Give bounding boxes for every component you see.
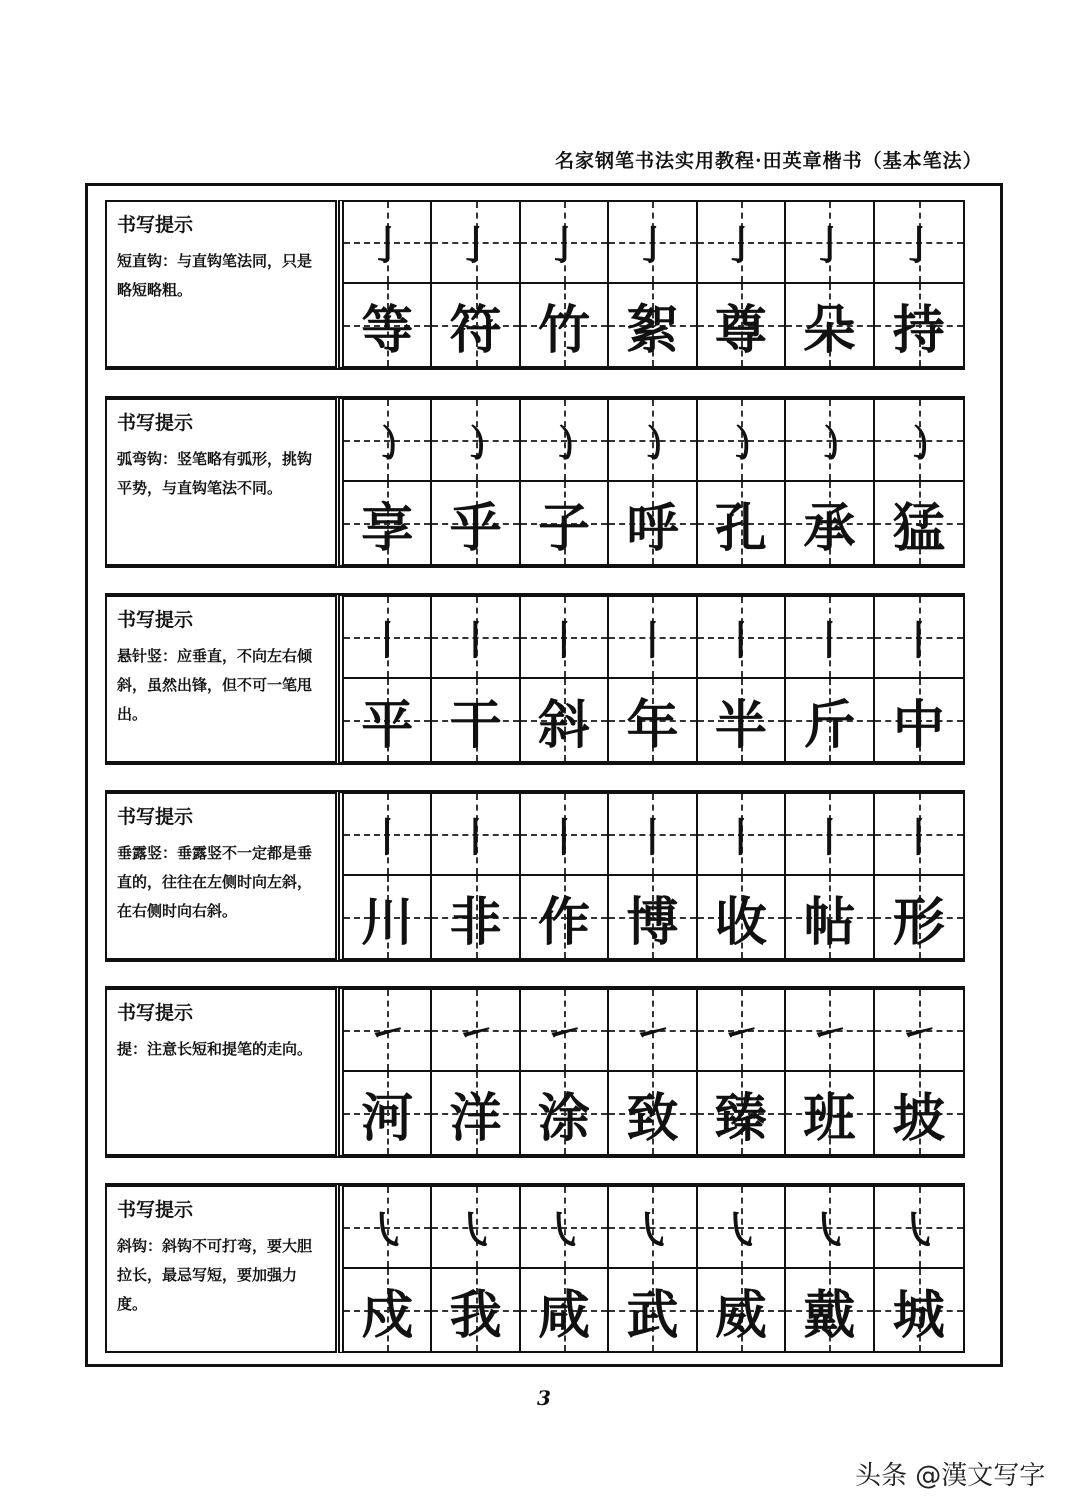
- stroke-cell: [698, 202, 786, 284]
- stroke-cell: [609, 400, 697, 482]
- stroke-glyph: 亅: [809, 221, 850, 269]
- stroke-cell: [344, 597, 432, 679]
- example-character: 武: [626, 1284, 679, 1346]
- example-character: 我: [449, 1284, 502, 1346]
- tip-text: 短直钩：与直钩笔法同，只是略短略粗。: [117, 252, 313, 299]
- practice-grid: [338, 988, 965, 1156]
- writing-tip-box: [105, 1185, 337, 1353]
- character-cell: [344, 482, 432, 564]
- section-divider: [105, 566, 965, 595]
- writing-tip-box: [105, 398, 337, 566]
- example-character: 帖: [803, 891, 856, 953]
- character-cell: [432, 284, 520, 366]
- character-cell: [521, 876, 609, 958]
- example-character: 子: [538, 497, 591, 559]
- stroke-glyph: ㇂: [632, 1206, 673, 1254]
- stroke-glyph: ㇀: [720, 1009, 761, 1057]
- example-character: 城: [892, 1284, 945, 1346]
- example-character: 猛: [892, 497, 945, 559]
- stroke-glyph: ㇁: [632, 419, 673, 467]
- stroke-glyph: 丨: [455, 616, 496, 664]
- stroke-glyph: ㇀: [632, 1009, 673, 1057]
- character-cell: [609, 482, 697, 564]
- stroke-glyph: ㇁: [809, 419, 850, 467]
- writing-tip-box: [105, 792, 337, 960]
- stroke-cell: [609, 794, 697, 876]
- example-character: 非: [449, 891, 502, 953]
- example-character: 咸: [538, 1284, 591, 1346]
- example-character: 坡: [892, 1087, 945, 1149]
- example-character: 博: [626, 891, 679, 953]
- example-character: 絮: [626, 299, 679, 361]
- character-cell: [875, 1269, 963, 1351]
- character-cell: [344, 876, 432, 958]
- practice-section: [105, 1185, 965, 1353]
- example-character: 年: [626, 694, 679, 756]
- example-character: 享: [361, 497, 414, 559]
- character-cell: [344, 679, 432, 761]
- character-cell: [521, 1072, 609, 1154]
- stroke-glyph: 亅: [367, 221, 408, 269]
- stroke-cell: [432, 1187, 520, 1269]
- practice-grid: [338, 200, 965, 368]
- stroke-glyph: ㇀: [455, 1009, 496, 1057]
- character-cell: [875, 482, 963, 564]
- example-character: 持: [892, 299, 945, 361]
- stroke-cell: [698, 400, 786, 482]
- stroke-glyph: 亅: [720, 221, 761, 269]
- example-character: 符: [449, 299, 502, 361]
- stroke-cell: [521, 794, 609, 876]
- stroke-cell: [875, 990, 963, 1072]
- stroke-cell: [521, 400, 609, 482]
- tip-title: 书写提示: [117, 806, 194, 828]
- character-cell: [521, 679, 609, 761]
- stroke-cell: [609, 990, 697, 1072]
- example-character: 收: [714, 891, 767, 953]
- tip-text: 斜钩：斜钩不可打弯，要大胆拉长，最忌写短，要加强力度。: [117, 1237, 313, 1313]
- example-character: 班: [803, 1087, 856, 1149]
- example-character: 威: [714, 1284, 767, 1346]
- example-character: 干: [449, 694, 502, 756]
- example-character: 半: [714, 694, 767, 756]
- tip-title: 书写提示: [117, 609, 194, 631]
- stroke-cell: [698, 597, 786, 679]
- book-header: 名家钢笔书法实用教程·田英章楷书（基本笔法）: [555, 150, 983, 172]
- character-cell: [344, 1269, 432, 1351]
- example-character: 戴: [803, 1284, 856, 1346]
- character-cell: [875, 1072, 963, 1154]
- stroke-cell: [875, 400, 963, 482]
- stroke-glyph: 亅: [455, 221, 496, 269]
- stroke-glyph: 丨: [367, 813, 408, 861]
- example-character: 呼: [626, 497, 679, 559]
- example-character: 作: [538, 891, 591, 953]
- example-character: 等: [361, 299, 414, 361]
- stroke-glyph: ㇁: [455, 419, 496, 467]
- stroke-glyph: ㇁: [898, 419, 939, 467]
- stroke-glyph: 丨: [544, 813, 585, 861]
- watermark: 头条 @漢文写字: [855, 1461, 1046, 1491]
- example-character: 致: [626, 1087, 679, 1149]
- section-divider: [105, 960, 965, 988]
- character-cell: [521, 1269, 609, 1351]
- character-cell: [432, 679, 520, 761]
- stroke-glyph: ㇀: [809, 1009, 850, 1057]
- practice-grid: [338, 595, 965, 763]
- stroke-glyph: 丨: [809, 813, 850, 861]
- stroke-glyph: 丨: [544, 616, 585, 664]
- stroke-cell: [432, 400, 520, 482]
- character-cell: [521, 284, 609, 366]
- example-character: 斜: [538, 694, 591, 756]
- section-divider: [105, 763, 965, 792]
- character-cell: [609, 1269, 697, 1351]
- tip-text: 弧弯钩：竖笔略有弧形，挑钩平势，与直钩笔法不同。: [117, 450, 313, 497]
- stroke-glyph: ㇂: [367, 1206, 408, 1254]
- stroke-cell: [432, 597, 520, 679]
- character-cell: [698, 876, 786, 958]
- stroke-cell: [521, 202, 609, 284]
- character-cell: [698, 679, 786, 761]
- stroke-cell: [786, 1187, 874, 1269]
- stroke-cell: [344, 400, 432, 482]
- stroke-glyph: ㇂: [898, 1206, 939, 1254]
- stroke-cell: [875, 1187, 963, 1269]
- example-character: 臻: [714, 1087, 767, 1149]
- practice-section: [105, 792, 965, 960]
- stroke-cell: [432, 794, 520, 876]
- stroke-cell: [786, 400, 874, 482]
- tip-title: 书写提示: [117, 1199, 194, 1221]
- stroke-cell: [344, 990, 432, 1072]
- page-number: 3: [537, 1386, 551, 1410]
- stroke-cell: [786, 990, 874, 1072]
- example-character: 朵: [803, 299, 856, 361]
- stroke-cell: [344, 1187, 432, 1269]
- character-cell: [432, 1269, 520, 1351]
- stroke-glyph: ㇂: [544, 1206, 585, 1254]
- practice-section: [105, 595, 965, 763]
- tip-title: 书写提示: [117, 1002, 194, 1024]
- stroke-cell: [521, 1187, 609, 1269]
- character-cell: [432, 482, 520, 564]
- tip-text: 提：注意长短和提笔的走向。: [117, 1040, 313, 1058]
- character-cell: [432, 876, 520, 958]
- character-cell: [875, 679, 963, 761]
- section-divider: [105, 368, 965, 398]
- example-character: 尊: [714, 299, 767, 361]
- stroke-glyph: 丨: [367, 616, 408, 664]
- example-character: 川: [361, 891, 414, 953]
- stroke-glyph: 丨: [898, 813, 939, 861]
- stroke-cell: [521, 597, 609, 679]
- character-cell: [344, 1072, 432, 1154]
- stroke-cell: [432, 202, 520, 284]
- character-cell: [698, 1269, 786, 1351]
- section-divider: [105, 1156, 965, 1185]
- tip-text: 悬针竖：应垂直，不向左右倾斜，虽然出锋，但不可一笔甩出。: [117, 647, 313, 723]
- stroke-cell: [609, 202, 697, 284]
- stroke-glyph: ㇁: [367, 419, 408, 467]
- stroke-cell: [698, 990, 786, 1072]
- practice-grid: [338, 792, 965, 960]
- stroke-glyph: 丨: [455, 813, 496, 861]
- character-cell: [786, 876, 874, 958]
- character-cell: [875, 876, 963, 958]
- stroke-glyph: 亅: [632, 221, 673, 269]
- stroke-glyph: ㇂: [720, 1206, 761, 1254]
- example-character: 中: [892, 694, 945, 756]
- stroke-cell: [786, 202, 874, 284]
- character-cell: [786, 1072, 874, 1154]
- stroke-cell: [875, 597, 963, 679]
- writing-tip-box: [105, 988, 337, 1156]
- stroke-glyph: 丨: [898, 616, 939, 664]
- character-cell: [786, 679, 874, 761]
- writing-tip-box: [105, 595, 337, 763]
- stroke-glyph: 丨: [632, 813, 673, 861]
- stroke-glyph: ㇁: [544, 419, 585, 467]
- example-character: 乎: [449, 497, 502, 559]
- stroke-cell: [609, 597, 697, 679]
- example-character: 竹: [538, 299, 591, 361]
- example-character: 河: [361, 1087, 414, 1149]
- practice-section: [105, 398, 965, 566]
- example-character: 戍: [361, 1284, 414, 1346]
- stroke-cell: [344, 202, 432, 284]
- practice-grid: [338, 398, 965, 566]
- character-cell: [698, 284, 786, 366]
- character-cell: [521, 482, 609, 564]
- character-cell: [609, 1072, 697, 1154]
- stroke-glyph: ㇂: [809, 1206, 850, 1254]
- practice-grid: [338, 1185, 965, 1353]
- example-character: 斤: [803, 694, 856, 756]
- example-character: 涂: [538, 1087, 591, 1149]
- stroke-glyph: ㇀: [544, 1009, 585, 1057]
- stroke-cell: [786, 794, 874, 876]
- stroke-glyph: ㇀: [367, 1009, 408, 1057]
- stroke-cell: [344, 794, 432, 876]
- example-character: 承: [803, 497, 856, 559]
- stroke-glyph: ㇁: [720, 419, 761, 467]
- character-cell: [875, 284, 963, 366]
- example-character: 形: [892, 891, 945, 953]
- stroke-glyph: 丨: [632, 616, 673, 664]
- character-cell: [786, 482, 874, 564]
- tip-text: 垂露竖：垂露竖不一定都是垂直的，往往在左侧时向左斜，在右侧时向右斜。: [117, 844, 313, 920]
- character-cell: [786, 284, 874, 366]
- tip-title: 书写提示: [117, 412, 194, 434]
- stroke-glyph: 丨: [809, 616, 850, 664]
- stroke-glyph: 亅: [898, 221, 939, 269]
- stroke-cell: [786, 597, 874, 679]
- practice-section: [105, 200, 965, 368]
- stroke-cell: [698, 794, 786, 876]
- stroke-cell: [609, 1187, 697, 1269]
- tip-title: 书写提示: [117, 214, 194, 236]
- stroke-cell: [432, 990, 520, 1072]
- practice-section: [105, 988, 965, 1156]
- stroke-glyph: 亅: [544, 221, 585, 269]
- example-character: 孔: [714, 497, 767, 559]
- stroke-glyph: ㇀: [898, 1009, 939, 1057]
- character-cell: [609, 284, 697, 366]
- character-cell: [698, 482, 786, 564]
- stroke-glyph: 丨: [720, 616, 761, 664]
- example-character: 洋: [449, 1087, 502, 1149]
- character-cell: [609, 876, 697, 958]
- stroke-cell: [521, 990, 609, 1072]
- example-character: 平: [361, 694, 414, 756]
- character-cell: [698, 1072, 786, 1154]
- stroke-glyph: 丨: [720, 813, 761, 861]
- character-cell: [432, 1072, 520, 1154]
- stroke-cell: [698, 1187, 786, 1269]
- stroke-glyph: ㇂: [455, 1206, 496, 1254]
- stroke-cell: [875, 794, 963, 876]
- character-cell: [609, 679, 697, 761]
- character-cell: [786, 1269, 874, 1351]
- stroke-cell: [875, 202, 963, 284]
- writing-tip-box: [105, 200, 337, 368]
- character-cell: [344, 284, 432, 366]
